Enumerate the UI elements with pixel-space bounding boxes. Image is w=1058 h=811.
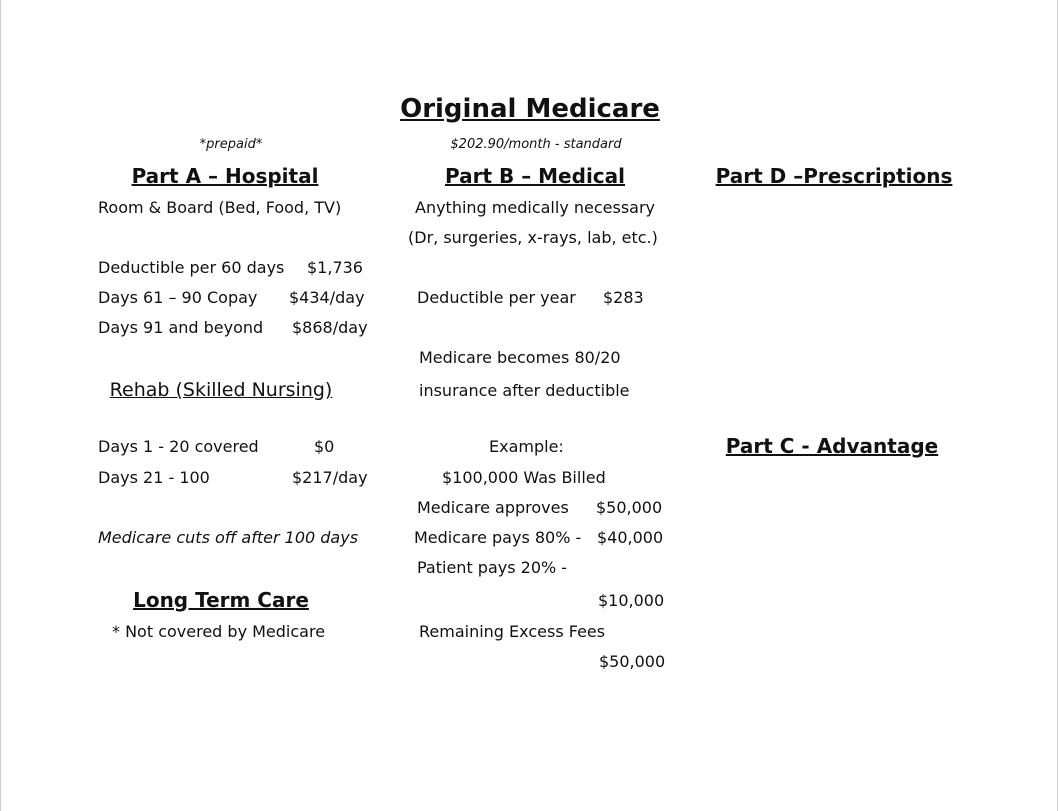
part-b-becomes-line2: insurance after deductible — [419, 381, 630, 400]
cutoff-note: Medicare cuts off after 100 days — [98, 528, 359, 547]
part-b-line2: (Dr, surgeries, x-rays, lab, etc.) — [408, 228, 658, 247]
page-title: Original Medicare — [400, 94, 660, 124]
part-b-line1: Anything medically necessary — [415, 198, 656, 217]
part-a-days-91-value: $868/day — [292, 318, 368, 337]
rehab-days-1-20-label: Days 1 - 20 covered — [98, 437, 259, 456]
rehab-days-21-100-value: $217/day — [292, 468, 368, 487]
part-a-heading: Part A – Hospital — [131, 164, 319, 188]
approves-value: $50,000 — [596, 498, 663, 517]
rehab-heading: Rehab (Skilled Nursing) — [109, 379, 333, 401]
example-billed: $100,000 Was Billed — [442, 468, 606, 487]
pays-label: Medicare pays 80% - — [414, 528, 582, 547]
approves-label: Medicare approves — [417, 498, 569, 517]
part-b-deductible-label: Deductible per year — [417, 288, 576, 307]
excess-value: $50,000 — [599, 652, 666, 671]
example-label: Example: — [489, 437, 564, 456]
rehab-days-21-100-label: Days 21 - 100 — [98, 468, 210, 487]
part-a-days-91-label: Days 91 and beyond — [98, 318, 264, 337]
long-term-care-heading: Long Term Care — [133, 588, 309, 612]
part-a-days-61-90-value: $434/day — [289, 288, 365, 307]
pays-value: $40,000 — [597, 528, 664, 547]
patient-label: Patient pays 20% - — [417, 558, 568, 577]
rehab-days-1-20-value: $0 — [314, 437, 335, 456]
part-b-becomes-line1: Medicare becomes 80/20 — [419, 348, 621, 367]
part-c-heading: Part C - Advantage — [725, 434, 939, 458]
part-b-note: $202.90/month - standard — [450, 137, 622, 152]
patient-value: $10,000 — [598, 591, 665, 610]
part-a-deductible-value: $1,736 — [307, 258, 363, 277]
part-a-room-board: Room & Board (Bed, Food, TV) — [98, 198, 342, 217]
part-b-deductible-value: $283 — [603, 288, 644, 307]
part-a-note: *prepaid* — [199, 137, 263, 152]
part-d-heading: Part D –Prescriptions — [715, 164, 953, 188]
part-a-deductible-label: Deductible per 60 days — [98, 258, 285, 277]
part-b-heading: Part B – Medical — [444, 164, 626, 188]
part-a-days-61-90-label: Days 61 – 90 Copay — [98, 288, 258, 307]
excess-label: Remaining Excess Fees — [419, 622, 606, 641]
long-term-care-note: * Not covered by Medicare — [112, 622, 326, 641]
